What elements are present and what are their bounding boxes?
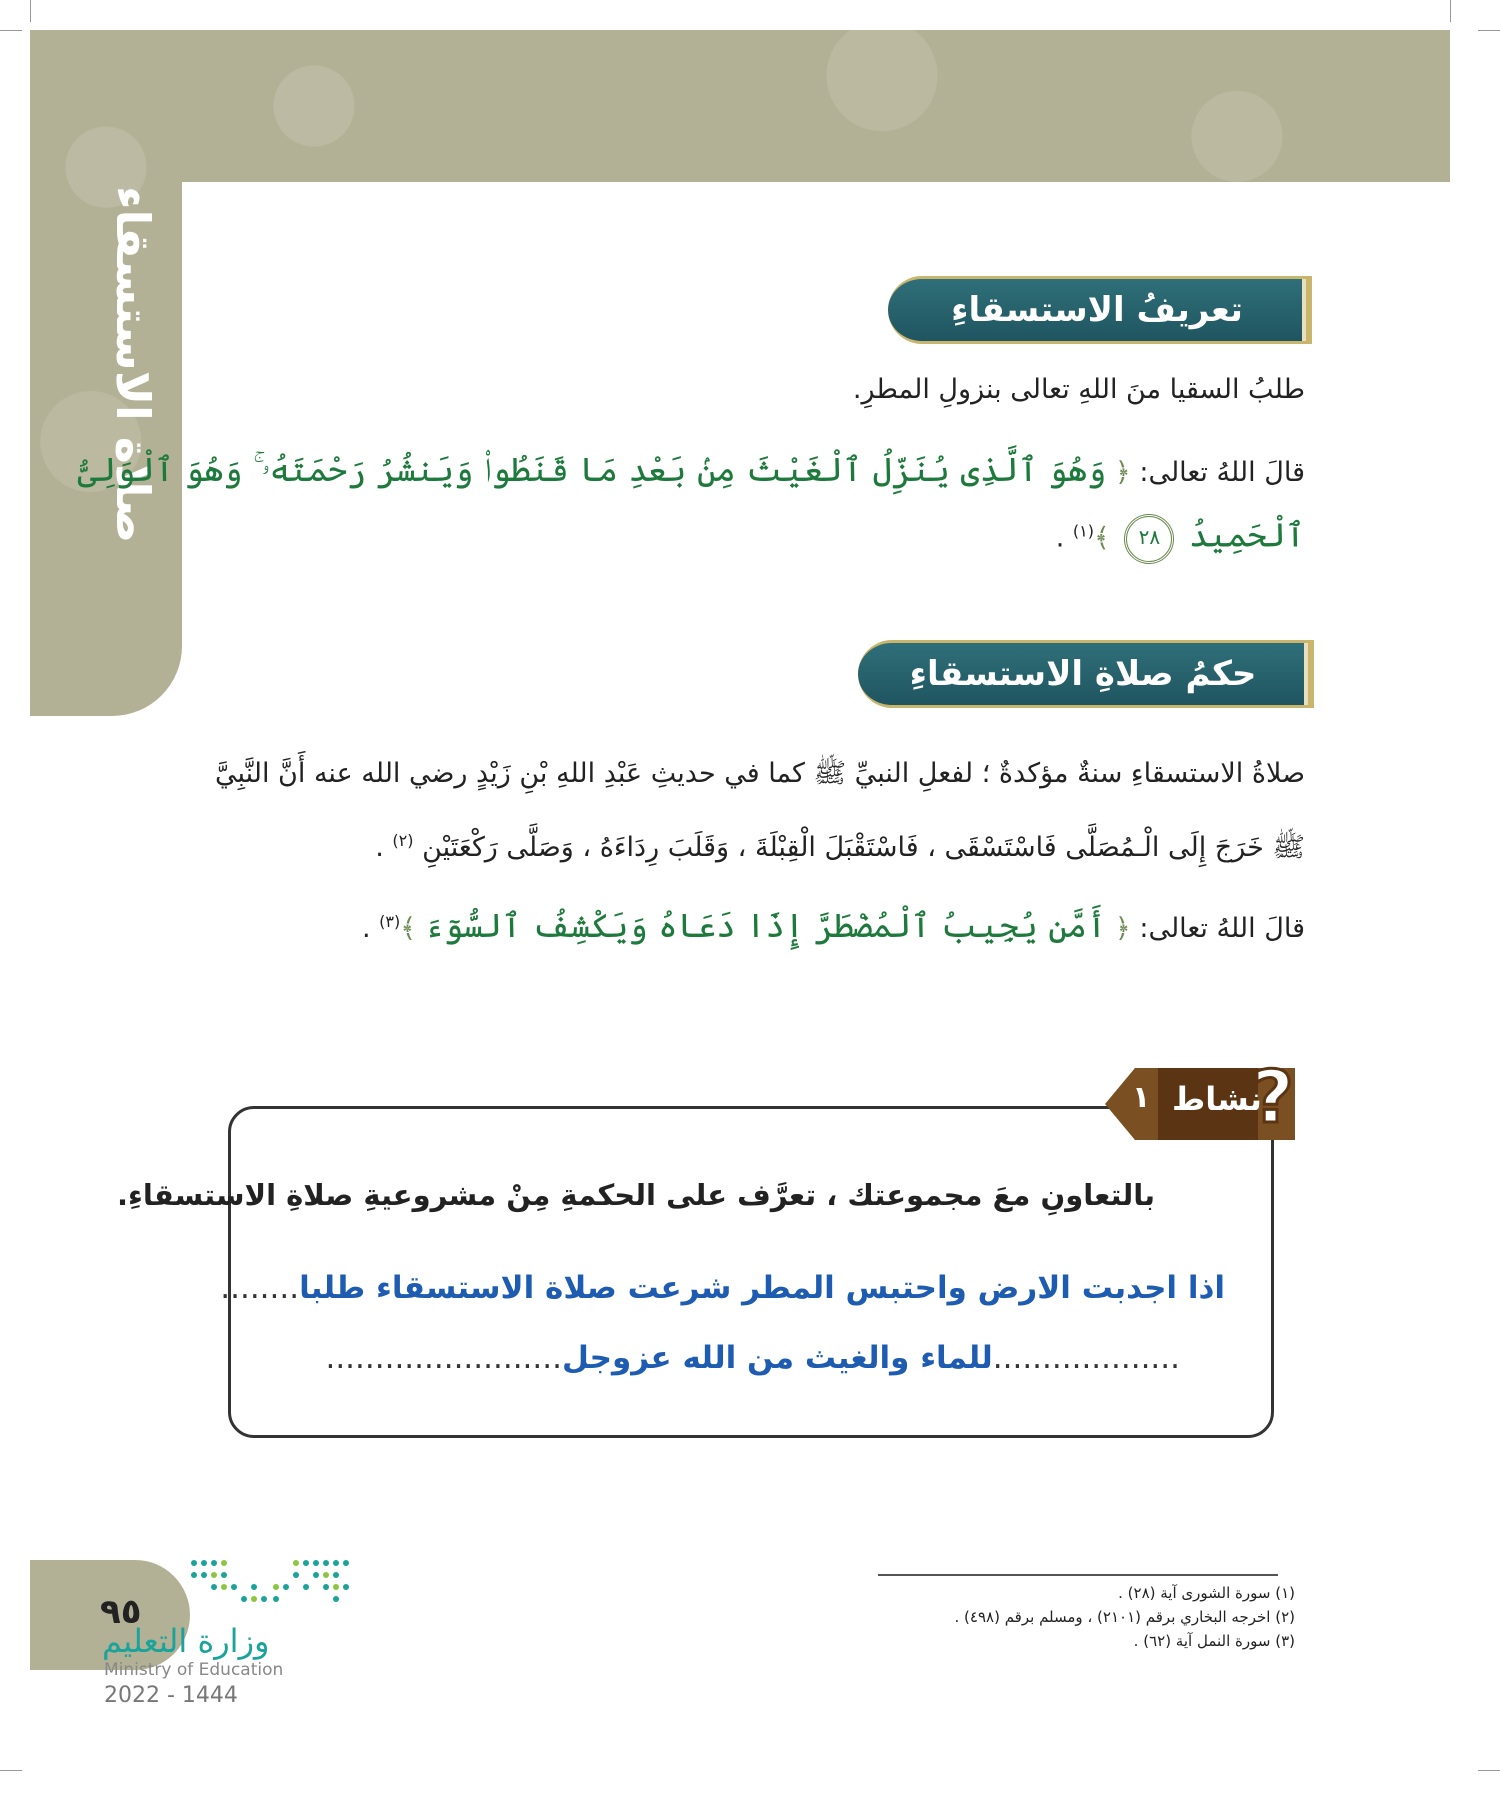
section-heading-ruling: حكمُ صلاةِ الاستسقاءِ — [858, 640, 1314, 708]
answer-dots: ........ — [220, 1270, 300, 1306]
crop-mark — [1478, 1770, 1500, 1771]
footnote-1: (١) سورة الشورى آية (٢٨) . — [1118, 1584, 1295, 1602]
quote-intro: قالَ اللهُ تعالى: — [1139, 913, 1305, 944]
ruling-para-line-2: ﷺ خَرَجَ إِلَى الْـمُصَلَّى فَاسْتَسْقَى ، فَاسْتَقْبَلَ الْقِبْلَةَ ، وَقَلَبَ رِدَاءَهُ ، وَصَلَّى رَكْعَتَيْنِ $^{(٢)}$ . — [375, 831, 1305, 863]
activity-label: نشاط — [1172, 1080, 1262, 1118]
crop-mark — [0, 1770, 22, 1771]
ayah-number: ٢٨ — [1124, 514, 1174, 564]
quote-intro: قالَ اللهُ تعالى: — [1139, 457, 1305, 488]
ministry-arabic-name: وزارة التعليم — [102, 1622, 270, 1660]
answer-text: اذا اجدبت الارض واحتبس المطر شرعت صلاة الاستسقاء طلبا — [299, 1270, 1225, 1306]
question-mark-icon: ? — [1252, 1055, 1294, 1139]
crop-mark — [30, 0, 31, 22]
ministry-logo-icon — [186, 1555, 356, 1615]
hadith-text: ﷺ خَرَجَ إِلَى الْـمُصَلَّى فَاسْتَسْقَى ، فَاسْتَقْبَلَ الْقِبْلَةَ ، وَقَلَبَ رِدَاءَهُ ، وَصَلَّى رَكْعَتَيْنِ — [422, 832, 1305, 863]
answer-line-2[interactable] — [325, 1340, 1180, 1376]
quran-verse: وَهُوَ ٱلَّذِى يُنَزِّلُ ٱلْغَيْثَ مِنۢ بَعْدِ مَا قَنَطُوا۟ وَيَنشُرُ رَحْمَتَهُۥ ۚ وَهُوَ ٱلْوَلِىُّ — [77, 450, 1107, 489]
verse-line-2: ٱلْحَمِيدُ ٢٨ ﴾$^{(١)}$ . — [1056, 514, 1305, 564]
quran-verse-end: ٱلْحَمِيدُ — [1188, 515, 1305, 555]
top-decorative-frame — [30, 30, 1450, 182]
chapter-side-title: صلاة الاستسقاء — [106, 186, 160, 544]
footnote-2: (٢) اخرجه البخاري برقم (٢١٠١) ، ومسلم برقم (٤٩٨) . — [954, 1608, 1295, 1626]
activity-question: بالتعاونِ معَ مجموعتك ، تعرَّف على الحكمةِ مِنْ مشروعيةِ صلاةِ الاستسقاءِ. — [117, 1178, 1155, 1212]
close-bracket-icon: ﴾ — [1093, 522, 1110, 554]
verse-line-3: قالَ اللهُ تعالى: ﴿ أَمَّن يُجِيبُ ٱلْمُضْطَرَّ إِذَا دَعَاهُ وَيَكْشِفُ ٱلسُّوٓءَ ﴾$^{(٣)}$ . — [361, 906, 1305, 945]
open-bracket-icon: ﴿ — [1114, 913, 1131, 944]
verse-line-1 — [77, 450, 1305, 490]
answer-dots: ................... — [992, 1340, 1180, 1376]
quran-verse: أَمَّن يُجِيبُ ٱلْمُضْطَرَّ إِذَا دَعَاهُ وَيَكْشِفُ ٱلسُّوٓءَ — [424, 906, 1107, 945]
section-heading-definition: تعريفُ الاستسقاءِ — [888, 276, 1312, 344]
open-bracket-icon: ﴿ — [1114, 457, 1131, 488]
footnote-ref: (١) — [1072, 521, 1094, 541]
answer-line-1[interactable] — [220, 1270, 1225, 1306]
edition-year: 2022 - 1444 — [104, 1683, 238, 1708]
activity-number: ١ — [1132, 1080, 1151, 1115]
ruling-para-line-1: صلاةُ الاستسقاءِ سنةٌ مؤكدةٌ ؛ لفعلِ النبيِّ ﷺ كما في حديثِ عَبْدِ اللهِ بْنِ زَيْدٍ رضي الله عنه أَنَّ النَّبِيَّ — [214, 758, 1305, 789]
footnote-3: (٣) سورة النمل آية (٦٢) . — [1133, 1632, 1295, 1650]
footnote-divider — [878, 1574, 1278, 1576]
page-number: ٩٥ — [100, 1592, 142, 1632]
footnote-ref: (٣) — [379, 912, 401, 931]
crop-mark — [0, 30, 22, 31]
close-bracket-icon: ﴾ — [400, 913, 417, 944]
crop-mark — [1478, 30, 1500, 31]
answer-text: للماء والغيث من الله عزوجل — [561, 1340, 993, 1376]
footnote-ref: (٢) — [392, 831, 414, 850]
crop-mark — [1450, 0, 1451, 22]
definition-text: طلبُ السقيا منَ اللهِ تعالى بنزولِ المطرِ. — [852, 374, 1305, 405]
ministry-english-name: Ministry of Education — [104, 1660, 284, 1680]
answer-dots: ........................ — [325, 1340, 562, 1376]
